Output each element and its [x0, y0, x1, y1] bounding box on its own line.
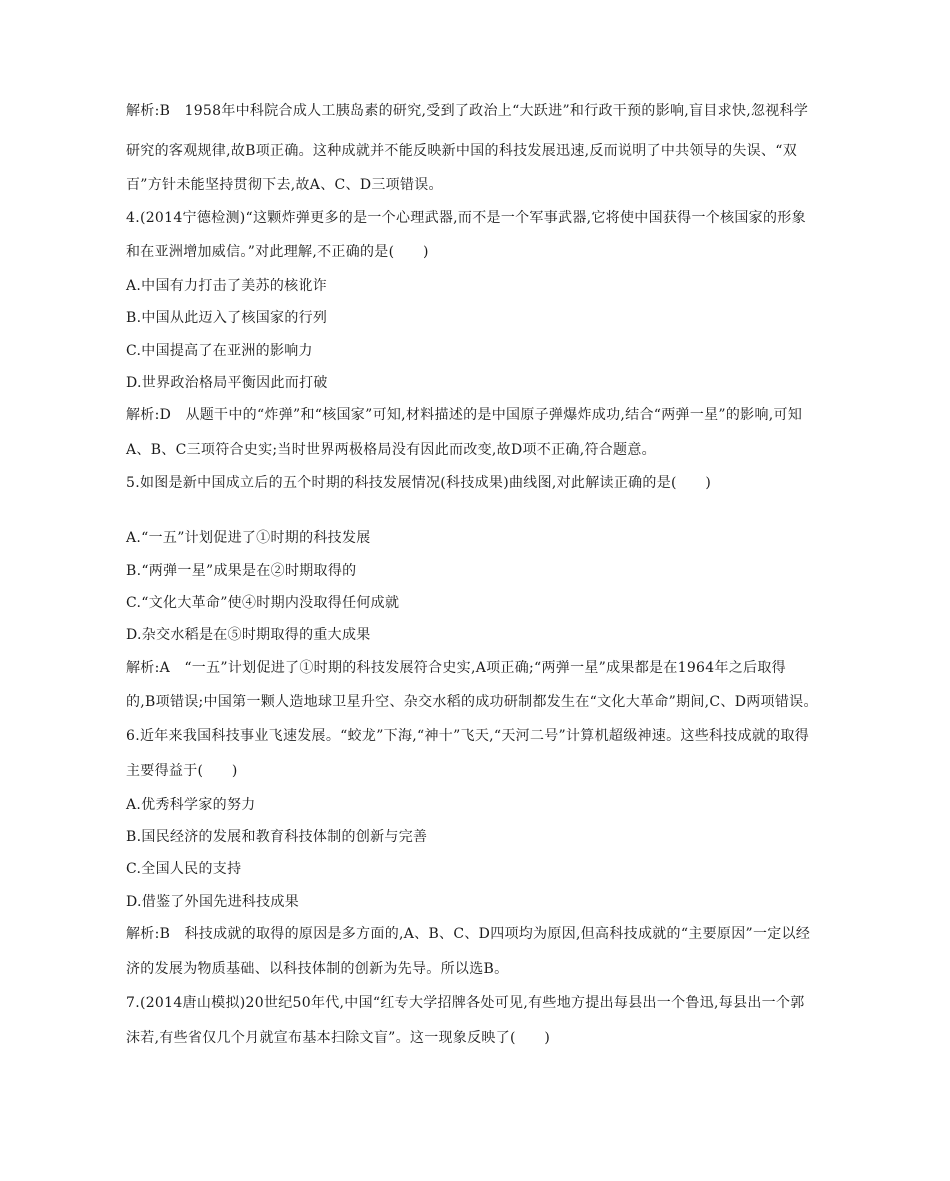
question-4-stem-line-1: 4.(2014宁德检测)“这颗炸弹更多的是一个心理武器,而不是一个军事武器,它将使中国获得一个核国家的形象 — [126, 210, 806, 226]
question-4-option-a: A.中国有力打击了美苏的核讹诈 — [126, 278, 328, 294]
answer-analysis-q3-line-2: 研究的客观规律,故B项正确。这种成就并不能反映新中国的科技发展迅速,反而说明了中共领导的失误、“双 — [126, 143, 798, 159]
question-6-option-b: B.国民经济的发展和教育科技体制的创新与完善 — [126, 829, 428, 845]
answer-analysis-q3-line-1: 解析:B 1958年中科院合成人工胰岛素的研究,受到了政治上“大跃进”和行政干预的影响,盲目求快,忽视科学 — [126, 103, 809, 119]
question-6-stem-line-2: 主要得益于( ) — [126, 763, 238, 779]
answer-analysis-q6-line-2: 济的发展为物质基础、以科技体制的创新为先导。所以选B。 — [126, 961, 509, 977]
answer-analysis-q4-line-1: 解析:D 从题干中的“炸弹”和“核国家”可知,材料描述的是中国原子弹爆炸成功,结合“两弹一星”的影响,可知 — [126, 407, 803, 423]
question-6-option-c: C.全国人民的支持 — [126, 861, 242, 877]
question-4-stem-line-2: 和在亚洲增加威信。”对此理解,不正确的是( ) — [126, 244, 429, 260]
question-6-option-d: D.借鉴了外国先进科技成果 — [126, 894, 300, 910]
question-4-option-d: D.世界政治格局平衡因此而打破 — [126, 375, 328, 391]
answer-analysis-q6-line-1: 解析:B 科技成就的取得的原因是多方面的,A、B、C、D四项均为原因,但高科技成就的“主要原因”一定以经 — [126, 926, 811, 942]
question-4-option-c: C.中国提高了在亚洲的影响力 — [126, 343, 313, 359]
question-5-stem: 5.如图是新中国成立后的五个时期的科技发展情况(科技成果)曲线图,对此解读正确的是( ) — [126, 475, 712, 491]
question-6-stem-line-1: 6.近年来我国科技事业飞速发展。“蛟龙”下海,“神十”飞天,“天河二号”计算机超级神速。这些科技成就的取得 — [126, 728, 810, 744]
question-5-option-b: B.“两弹一星”成果是在②时期取得的 — [126, 563, 357, 579]
question-7-stem-line-2: 沫若,有些省仅几个月就宣布基本扫除文盲”。这一现象反映了( ) — [126, 1030, 551, 1046]
question-7-stem-line-1: 7.(2014唐山模拟)20世纪50年代,中国“红专大学招牌各处可见,有些地方提出每县出一个鲁迅,每县出一个郭 — [126, 995, 805, 1011]
question-6-option-a: A.优秀科学家的努力 — [126, 797, 256, 813]
answer-analysis-q4-line-2: A、B、C三项符合史实;当时世界两极格局没有因此而改变,故D项不正确,符合题意。 — [126, 442, 656, 458]
question-5-option-d: D.杂交水稻是在⑤时期取得的重大成果 — [126, 627, 371, 643]
question-5-option-a: A.“一五”计划促进了①时期的科技发展 — [126, 530, 371, 546]
question-5-option-c: C.“文化大革命”使④时期内没取得任何成就 — [126, 595, 400, 611]
answer-analysis-q5-line-1: 解析:A “一五”计划促进了①时期的科技发展符合史实,A项正确;“两弹一星”成果都是在1964年之后取得 — [126, 660, 786, 676]
answer-analysis-q3-line-3: 百”方针未能坚持贯彻下去,故A、C、D三项错误。 — [126, 177, 443, 193]
answer-analysis-q5-line-2: 的,B项错误;中国第一颗人造地球卫星升空、杂交水稻的成功研制都发生在“文化大革命”期间,C、D两项错误。 — [126, 694, 818, 710]
question-4-option-b: B.中国从此迈入了核国家的行列 — [126, 310, 328, 326]
